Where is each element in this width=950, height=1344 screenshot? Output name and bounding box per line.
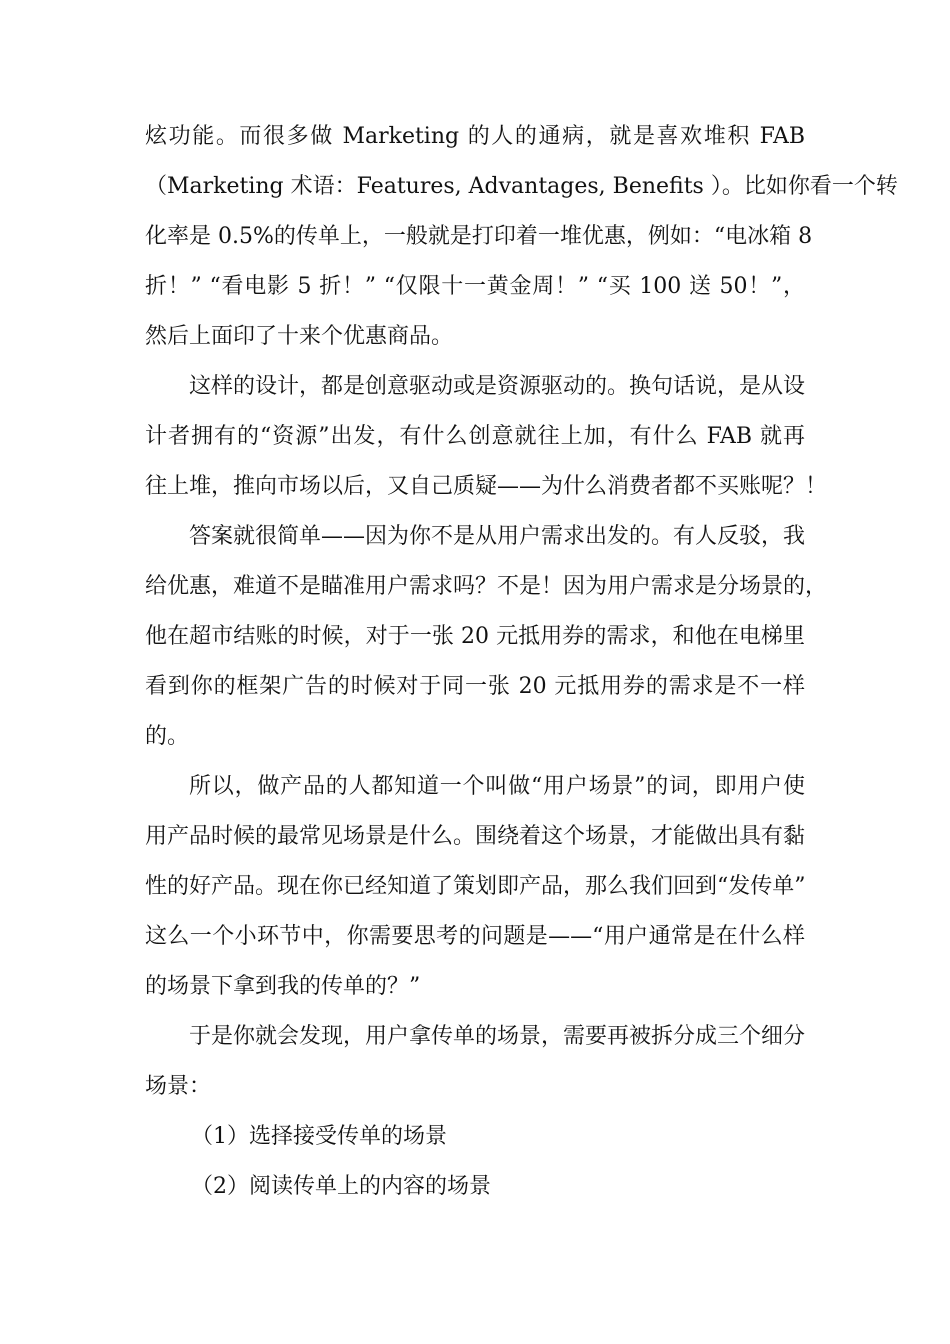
text-line: 计者拥有的“资源”出发，有什么创意就往上加，有什么 FAB 就再 bbox=[145, 424, 805, 449]
text-line: 这样的设计，都是创意驱动或是资源驱动的。换句话说，是从设 bbox=[189, 374, 806, 399]
text-line: 然后上面印了十来个优惠商品。 bbox=[145, 324, 454, 349]
text-line: 性的好产品。现在你已经知道了策划即产品，那么我们回到“发传单” bbox=[145, 874, 806, 899]
text-line: 的场景下拿到我的传单的？” bbox=[145, 974, 421, 999]
text-line: 于是你就会发现，用户拿传单的场景，需要再被拆分成三个细分 bbox=[189, 1024, 806, 1049]
document-body bbox=[145, 112, 898, 1212]
text-line: 答案就很简单——因为你不是从用户需求出发的。有人反驳，我 bbox=[189, 524, 806, 549]
list-item: （1）选择接受传单的场景 bbox=[191, 1124, 447, 1149]
text-line: 他在超市结账的时候，对于一张 20 元抵用券的需求，和他在电梯里 bbox=[145, 624, 805, 649]
text-line: 所以，做产品的人都知道一个叫做“用户场景”的词，即用户使 bbox=[189, 774, 805, 799]
text-line: 的。 bbox=[145, 724, 190, 749]
text-line: （Marketing 术语：Features, Advantages, Benefits ）。比如你看一个转 bbox=[145, 174, 898, 199]
text-line: 给优惠，难道不是瞄准用户需求吗？不是！因为用户需求是分场景的， bbox=[145, 574, 828, 599]
text-line: 场景： bbox=[145, 1074, 212, 1099]
text-line: 折！” “看电影 5 折！” “仅限十一黄金周！” “买 100 送 50！”， bbox=[145, 274, 805, 299]
text-line: 用产品时候的最常见场景是什么。围绕着这个场景，才能做出具有黏 bbox=[145, 824, 806, 849]
text-line: 炫功能。而很多做 Marketing 的人的通病，就是喜欢堆积 FAB bbox=[145, 124, 805, 149]
text-line: 看到你的框架广告的时候对于同一张 20 元抵用券的需求是不一样 bbox=[145, 674, 805, 699]
list-item: （2）阅读传单上的内容的场景 bbox=[191, 1174, 491, 1199]
text-line: 往上堆，推向市场以后，又自己质疑——为什么消费者都不买账呢？！ bbox=[145, 474, 828, 499]
text-line: 化率是 0.5%的传单上，一般就是打印着一堆优惠，例如：“电冰箱 8 bbox=[145, 224, 813, 249]
text-line: 这么一个小环节中，你需要思考的问题是——“用户通常是在什么样 bbox=[145, 924, 805, 949]
